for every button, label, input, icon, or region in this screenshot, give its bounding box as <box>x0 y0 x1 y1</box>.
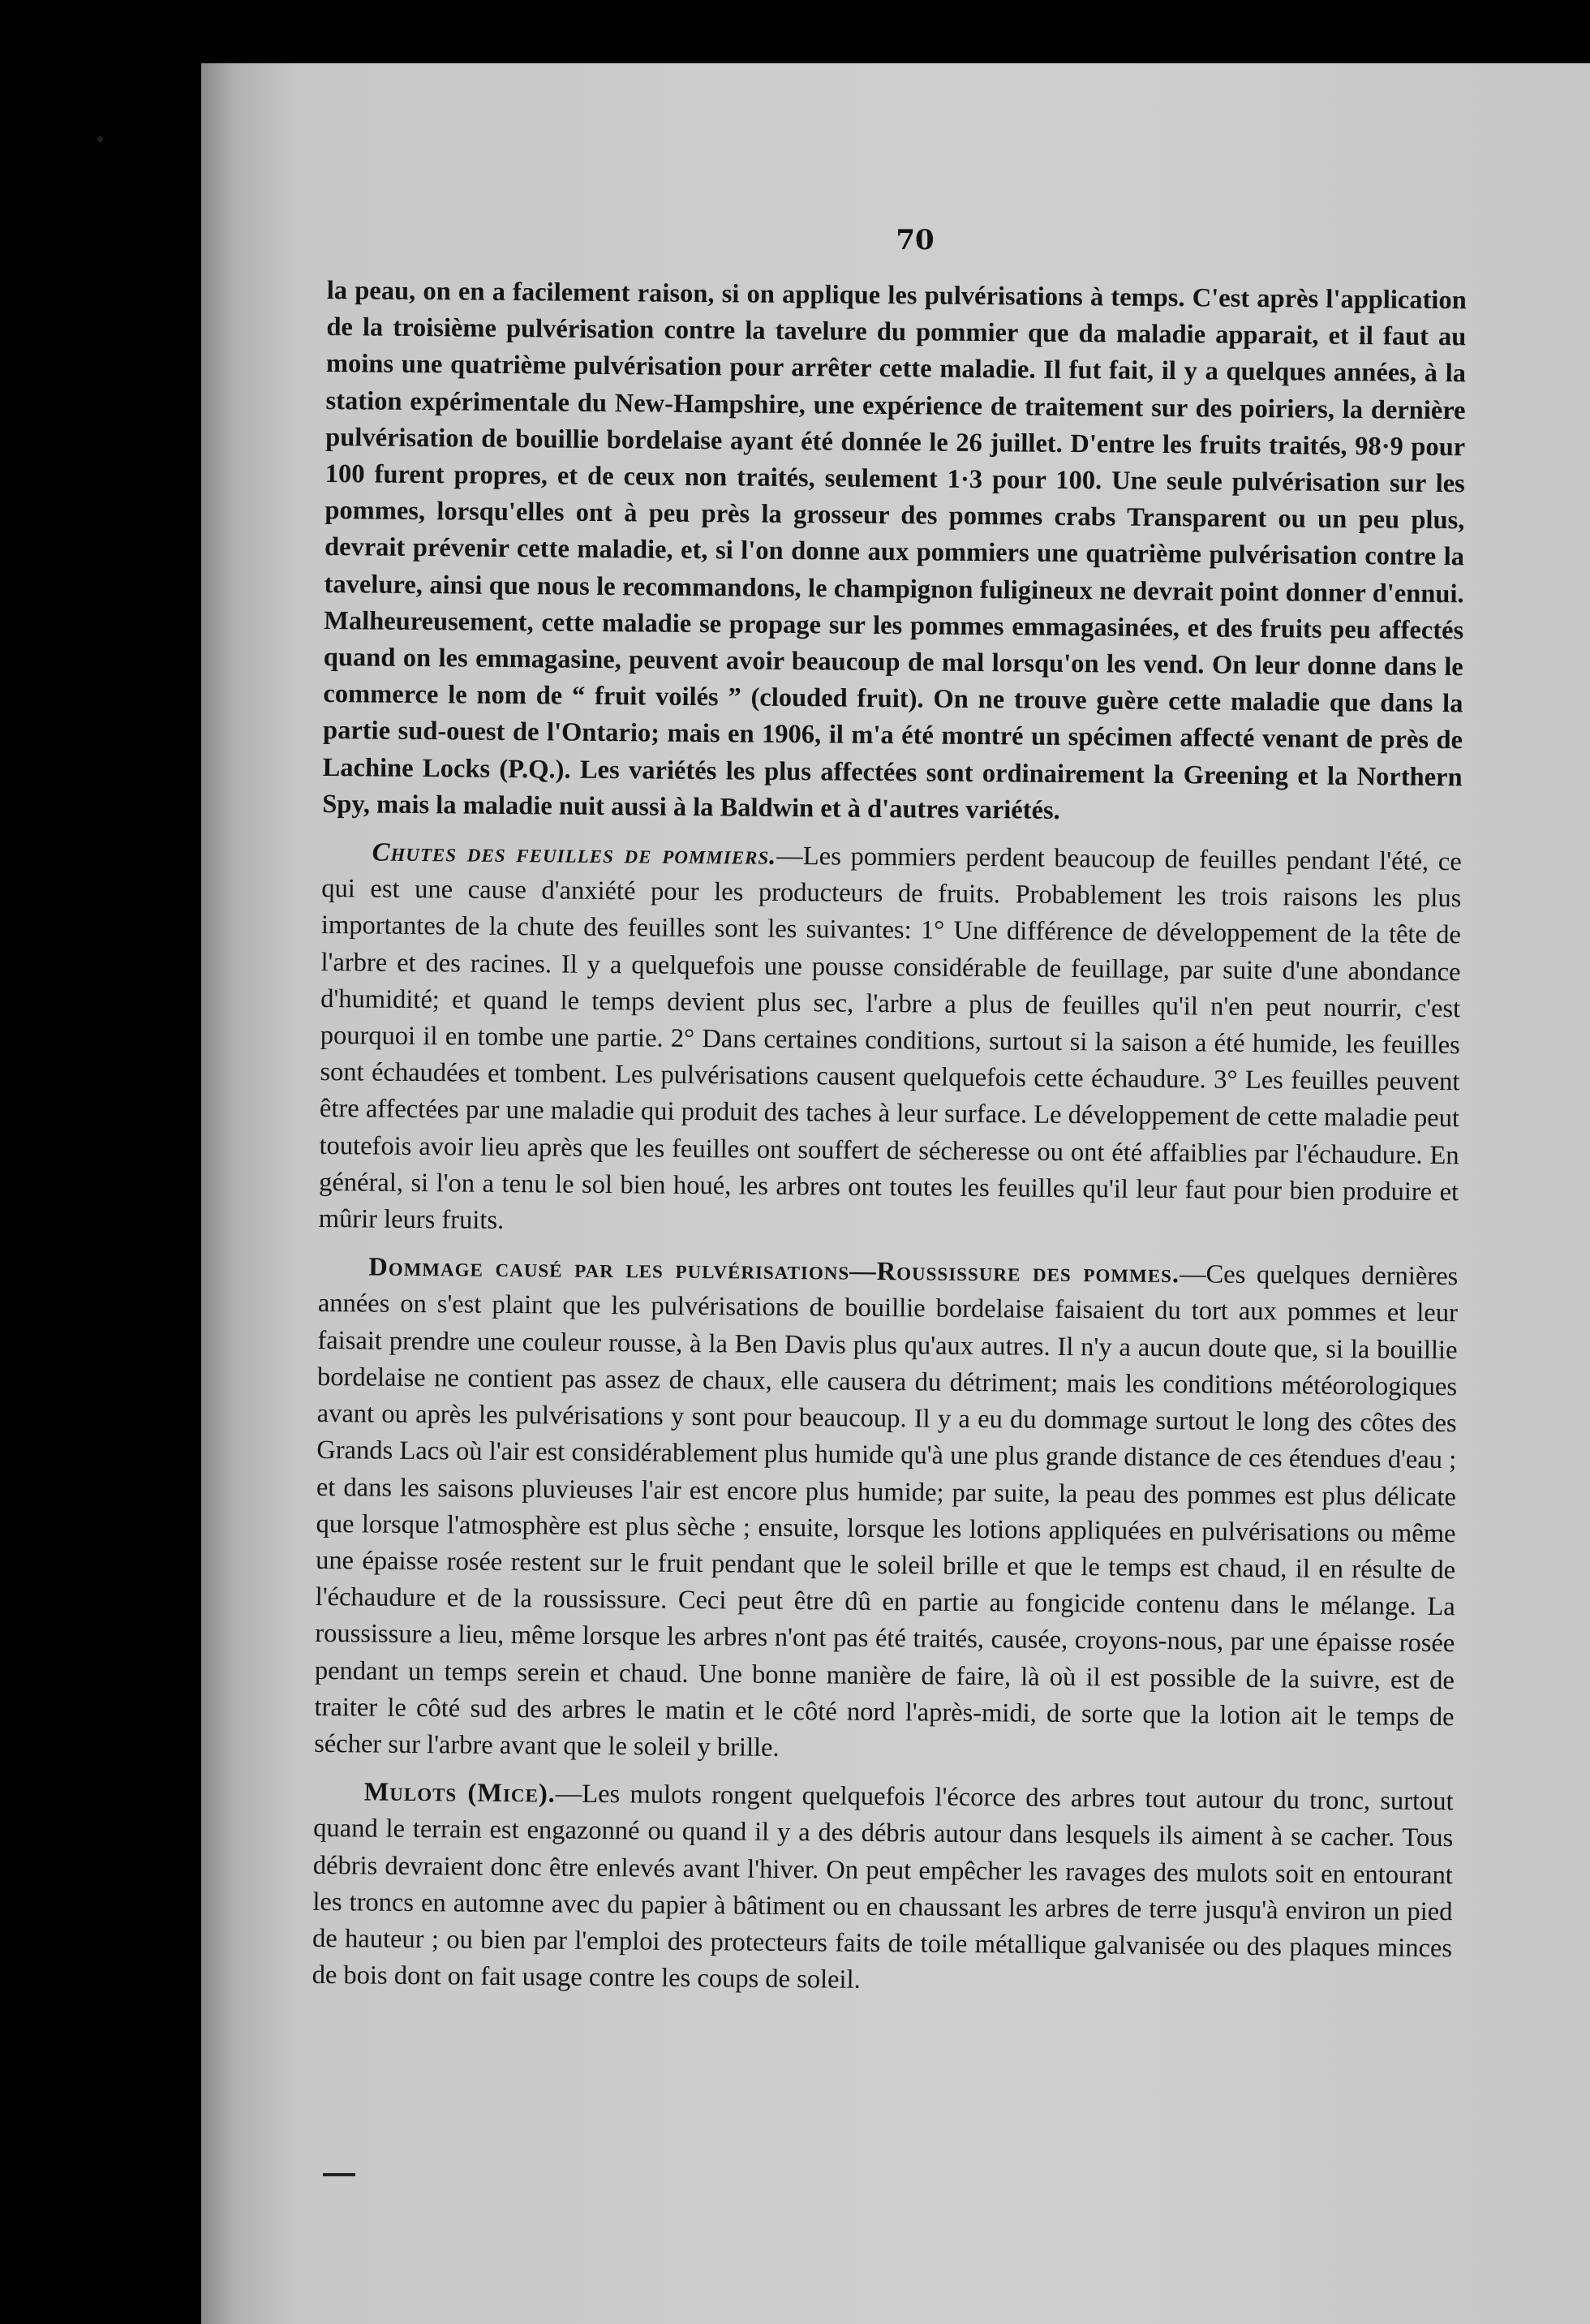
paragraph-text: —Les pommiers perdent beaucoup de feuilles pendant l'été, ce qui est une cause d'anxiété pour les producteurs de fruits. Probablement les trois raisons les plus importantes de la chute des feuilles sont les suivantes: 1° Une différence de développement de la tête de l'arbre et des racines. Il y a quelquefois une pousse considérable de feuillage, par suite d'une abondance d'humidité; et quand le temps devient plus sec, l'arbre a plus de feuilles qu'il n'en peut nourrir, c'est pourquoi il en tombe une partie. 2° Dans certaines conditions, surtout si la saison a été humide, les feuilles sont échaudées et tombent. Les pulvérisations causent quelquefois cette échaudure. 3° Les feuilles peuvent être affectées par une maladie qui produit des taches à leur surface. Le développement de cette maladie peut toutefois avoir lieu après que les feuilles ont souffert de sécheresse ou ont été affaiblies par l'échaudure. En général, si l'on a tenu le sol bien houé, les arbres ont toutes les feuilles qu'il leur faut pour bien produire et mûrir leurs fruits. <box>318 841 1462 1236</box>
paragraph-mulots <box>312 1774 1453 2003</box>
paragraph-continuation <box>322 273 1467 833</box>
paragraph-text: —Ces quelques dernières années on s'est plaint que les pulvérisations de bouillie bordelaise faisaient du tort aux pommes et leur faisait prendre une couleur rousse, à la Ben Davis plus qu'aux autres. Il n'y a aucun doute que, si la bouillie bordelaise ne contient pas assez de chaux, elle causera du détriment; mais les conditions météorologiques avant ou après les pulvérisations y sont pour beaucoup. Il y a eu du dommage surtout le long des côtes des Grands Lacs où l'air est considérablement plus humide qu'à une plus grande distance de ces étendues d'eau ; et dans les saisons pluvieuses l'air est encore plus humide; par suite, la peau des pommes est plus délicate que lorsque l'atmosphère est plus sèche ; ensuite, lorsque les lotions appliquées en pulvérisations ou même une épaisse rosée restent sur le fruit pendant que le soleil brille et que le temps est chaud, il en résulte de l'échaudure et de la roussissure. Ceci peut être dû en partie au fongicide contenu dans le mélange. La roussissure a lieu, même lorsque les arbres n'ont pas été traités, causée, croyons-nous, par une épaisse rosée pendant un temps serein et chaud. Une bonne manière de faire, là où il est possible de la suivre, est de traiter le côté sud des arbres le matin et le côté nord l'après-midi, de sorte que la lotion ait le temps de sécher sur l'arbre avant que le soleil y brille. <box>314 1259 1459 1762</box>
paragraph-dommage-pulverisations <box>314 1249 1458 1772</box>
section-heading: Mulots (Mice). <box>363 1777 556 1809</box>
section-heading: Chutes des feuilles de pommiers. <box>372 837 777 871</box>
section-heading: Dommage causé par les pulvérisations—Roussissure des pommes. <box>368 1252 1180 1289</box>
paragraph-text: —Les mulots rongent quelquefois l'écorce des arbres tout autour du tronc, surtout quand le terrain est engazonné ou quand il y a des débris autour dans lesquels ils aiment à se cacher. Tous débris devraient donc être enlevés avant l'hiver. On peut empêcher les ravages des mulots soit en entourant les troncs en automne avec du papier à bâtiment ou en chaussant les arbres de terre jusqu'à environ un pied de hauteur ; ou bien par l'emploi des protecteurs faits de toile métallique galvanisée ou des plaques minces de bois dont on fait usage contre les coups de soleil. <box>312 1779 1454 1995</box>
document-page <box>201 63 1590 2324</box>
scan-speck <box>97 136 103 142</box>
scan-mark <box>323 2173 355 2176</box>
body-text <box>312 273 1467 2016</box>
paragraph-chutes-des-feuilles <box>319 834 1462 1247</box>
paragraph-text: la peau, on en a facilement raison, si on applique les pulvérisations à temps. C'est après l'application de la troisième pulvérisation contre la tavelure du pommier que da maladie apparait, et il faut au moins une quatrième pulvérisation pour arrêter cette maladie. Il fut fait, il y a quelques années, à la station expérimentale du New-Hampshire, une expérience de traitement sur des poiriers, la dernière pulvérisation de bouillie bordelaise ayant été donnée le 26 juillet. D'entre les fruits traités, 98·9 pour 100 furent propres, et de ceux non traités, seulement 1·3 pour 100. Une seule pulvérisation sur les pommes, lorsqu'elles ont à peu près la grosseur des pommes crabs Transparent ou un peu plus, devrait prévenir cette maladie, et, si l'on donne aux pommiers une quatrième pulvérisation contre la tavelure, ainsi que nous le recommandons, le champignon fuligineux ne devrait point donner d'ennui. Malheureusement, cette maladie se propage sur les pommes emmagasinées, et des fruits peu affectés quand on les emmagasine, peuvent avoir beaucoup de mal lorsqu'on les vend. On leur donne dans le commerce le nom de “ fruit voilés ” (clouded fruit). On ne trouve guère cette maladie que dans la partie sud-ouest de l'Ontario; mais en 1906, il m'a été montré un spécimen affecté venant de près de Lachine Locks (P.Q.). Les variétés les plus affectées sont ordinairement la Greening et la Northern Spy, mais la maladie nuit aussi à la Baldwin et à d'autres variétés. <box>322 275 1467 825</box>
page-number: 70 <box>896 224 935 256</box>
